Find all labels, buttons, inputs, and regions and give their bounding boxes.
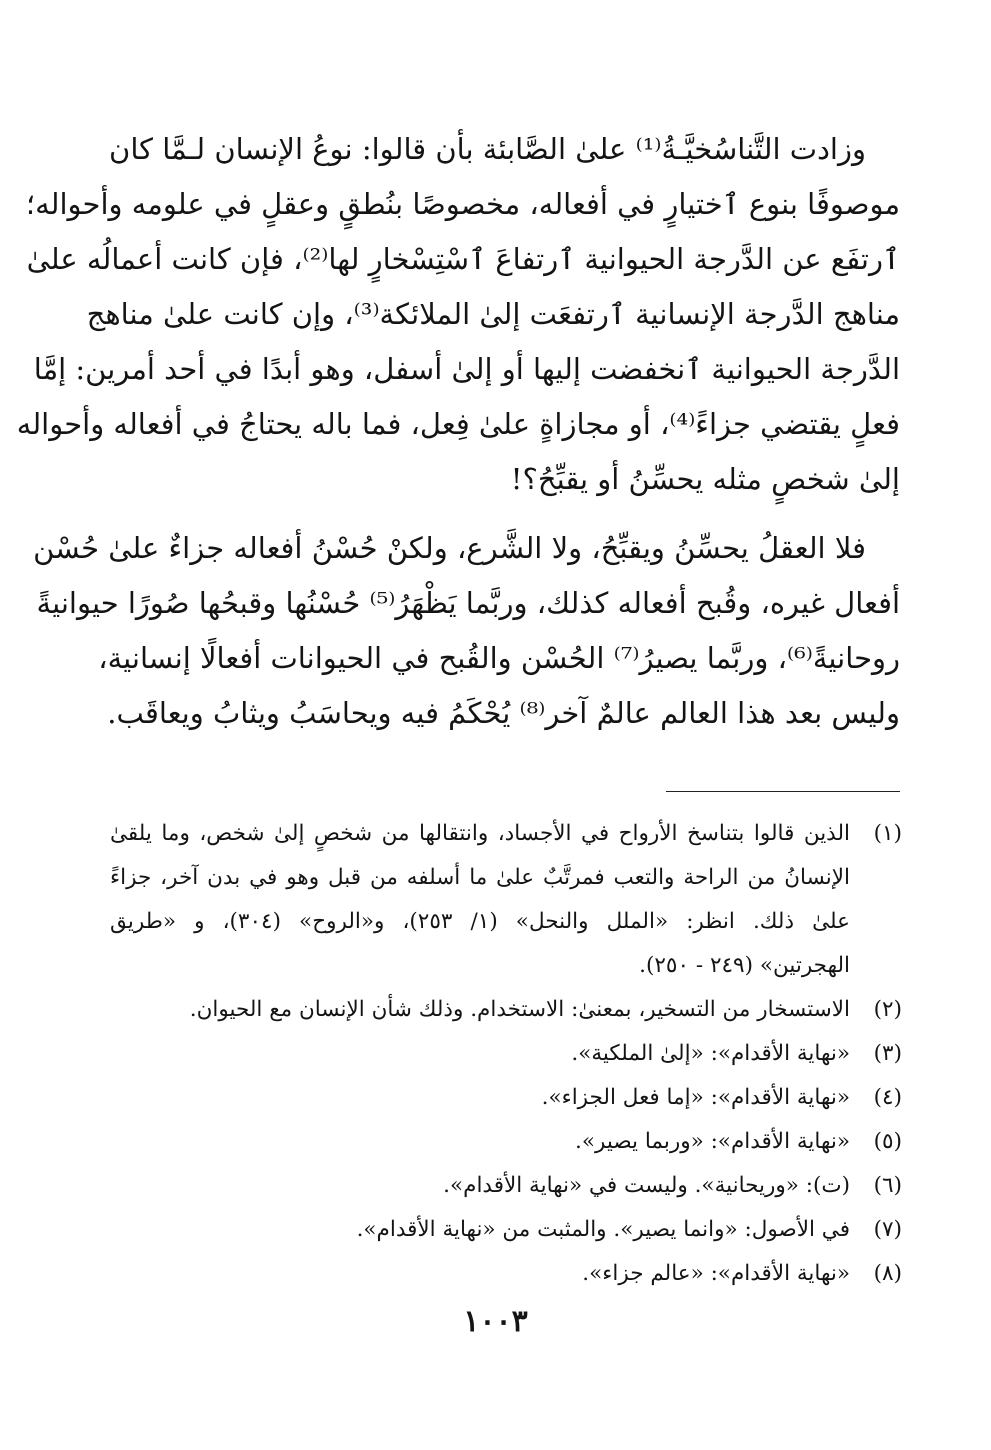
text-line: أفعال غيره، وقُبح أفعاله كذلك، وربَّما يَظْهَرُ⁽⁵⁾ حُسْنُها وقبحُها صُورًا حيوانيةً (36, 586, 900, 620)
text-line: إلىٰ شخصٍ مثله يحسِّنُ أو يقبِّحُ؟! (510, 462, 900, 496)
main-text (16, 122, 900, 741)
paragraph-1 (16, 122, 900, 507)
footnote-4 (110, 1076, 902, 1120)
text-line: الدَّرجة الحيوانية ٱنخفضت إليها أو إلىٰ أسفل، وهو أبدًا في أحد أمرين: إمَّا (33, 352, 900, 386)
footnote-number: (٣) (873, 1041, 902, 1066)
footnote-line: الهجرتين» (٢٤٩ - ٢٥٠). (639, 953, 850, 978)
footnote-line: «نهاية الأقدام»: «عالم جزاء». (582, 1261, 850, 1286)
footnote-line: علىٰ ذلك. انظر: «الملل والنحل» (١/ ٢٥٣)، و«الروح» (٣٠٤)، و «طريق (110, 909, 850, 934)
text-line: وزادت التَّناسُخيَّـةُ⁽¹⁾ علىٰ الصَّابئة بأن قالوا: نوعُ الإنسان لـمَّا كان (109, 132, 866, 166)
text-line: وليس بعد هذا العالم عالمٌ آخر⁽⁸⁾ يُحْكَمُ فيه ويحاسَبُ ويثابُ ويعاقَب. (107, 696, 900, 730)
footnote-line: الذين قالوا بتناسخ الأرواح في الأجساد، وانتقالها من شخصٍ إلىٰ شخص، وما يلقىٰ (110, 821, 850, 846)
text-line: فعلٍ يقتضي جزاءً⁽⁴⁾، أو مجازاةٍ علىٰ فِعل، فما باله يحتاجُ في أفعاله وأحواله (16, 407, 900, 441)
footnote-line: الإنسانُ من الراحة والتعب فمرتَّبٌ علىٰ ما أسلفه من قبل وهو في بدن آخر، جزاءً (110, 865, 850, 890)
footnote-5 (110, 1120, 902, 1164)
footnote-number: (٢) (873, 997, 902, 1022)
text-line: ٱرتفَع عن الدَّرجة الحيوانية ٱرتفاعَ ٱسْتِسْخارٍ لها⁽²⁾، فإن كانت أعمالُه علىٰ (26, 242, 900, 276)
footnote-line: «نهاية الأقدام»: «إلىٰ الملكية». (571, 1041, 850, 1066)
footnote-8 (110, 1252, 902, 1296)
footnote-number: (٦) (873, 1173, 902, 1198)
footnote-line: في الأصول: «وانما يصير». والمثبت من «نهاية الأقدام». (356, 1217, 850, 1242)
footnote-number: (٧) (873, 1217, 902, 1242)
footnote-line: «نهاية الأقدام»: «وربما يصير». (575, 1129, 850, 1154)
footnote-number: (٥) (873, 1129, 902, 1154)
footnote-number: (١) (873, 821, 902, 846)
footnote-line: «نهاية الأقدام»: «إما فعل الجزاء». (541, 1085, 850, 1110)
footnote-number: (٨) (873, 1261, 902, 1286)
footnote-number: (٤) (873, 1085, 902, 1110)
footnote-divider (666, 791, 900, 792)
text-line: موصوفًا بنوع ٱختيارٍ في أفعاله، مخصوصًا بنُطقٍ وعقلٍ في علومه وأحواله؛ (25, 187, 900, 221)
page-number: ١٠٠٣ (463, 1304, 528, 1339)
footnote-3 (110, 1032, 902, 1076)
text-line: مناهج الدَّرجة الإنسانية ٱرتفعَت إلىٰ الملائكة⁽³⁾، وإن كانت علىٰ مناهج (86, 297, 900, 331)
footnote-line: الاستسخار من التسخير، بمعنىٰ: الاستخدام. وذلك شأن الإنسان مع الحيوان. (189, 997, 850, 1022)
footnotes (110, 812, 902, 1296)
footnote-line: (ت): «وريحانية». وليست في «نهاية الأقدام». (443, 1173, 850, 1198)
footnote-6 (110, 1164, 902, 1208)
text-line: روحانيةً⁽⁶⁾، وربَّما يصيرُ⁽⁷⁾ الحُسْن والقُبح في الحيوانات أفعالًا إنسانية، (98, 641, 900, 675)
footnote-1 (110, 812, 902, 988)
text-line: فلا العقلُ يحسِّنُ ويقبِّحُ، ولا الشَّرع، ولكنْ حُسْنُ أفعاله جزاءٌ علىٰ حُسْن (33, 531, 866, 565)
footnote-7 (110, 1208, 902, 1252)
paragraph-2 (33, 521, 900, 741)
footnote-2 (110, 988, 902, 1032)
